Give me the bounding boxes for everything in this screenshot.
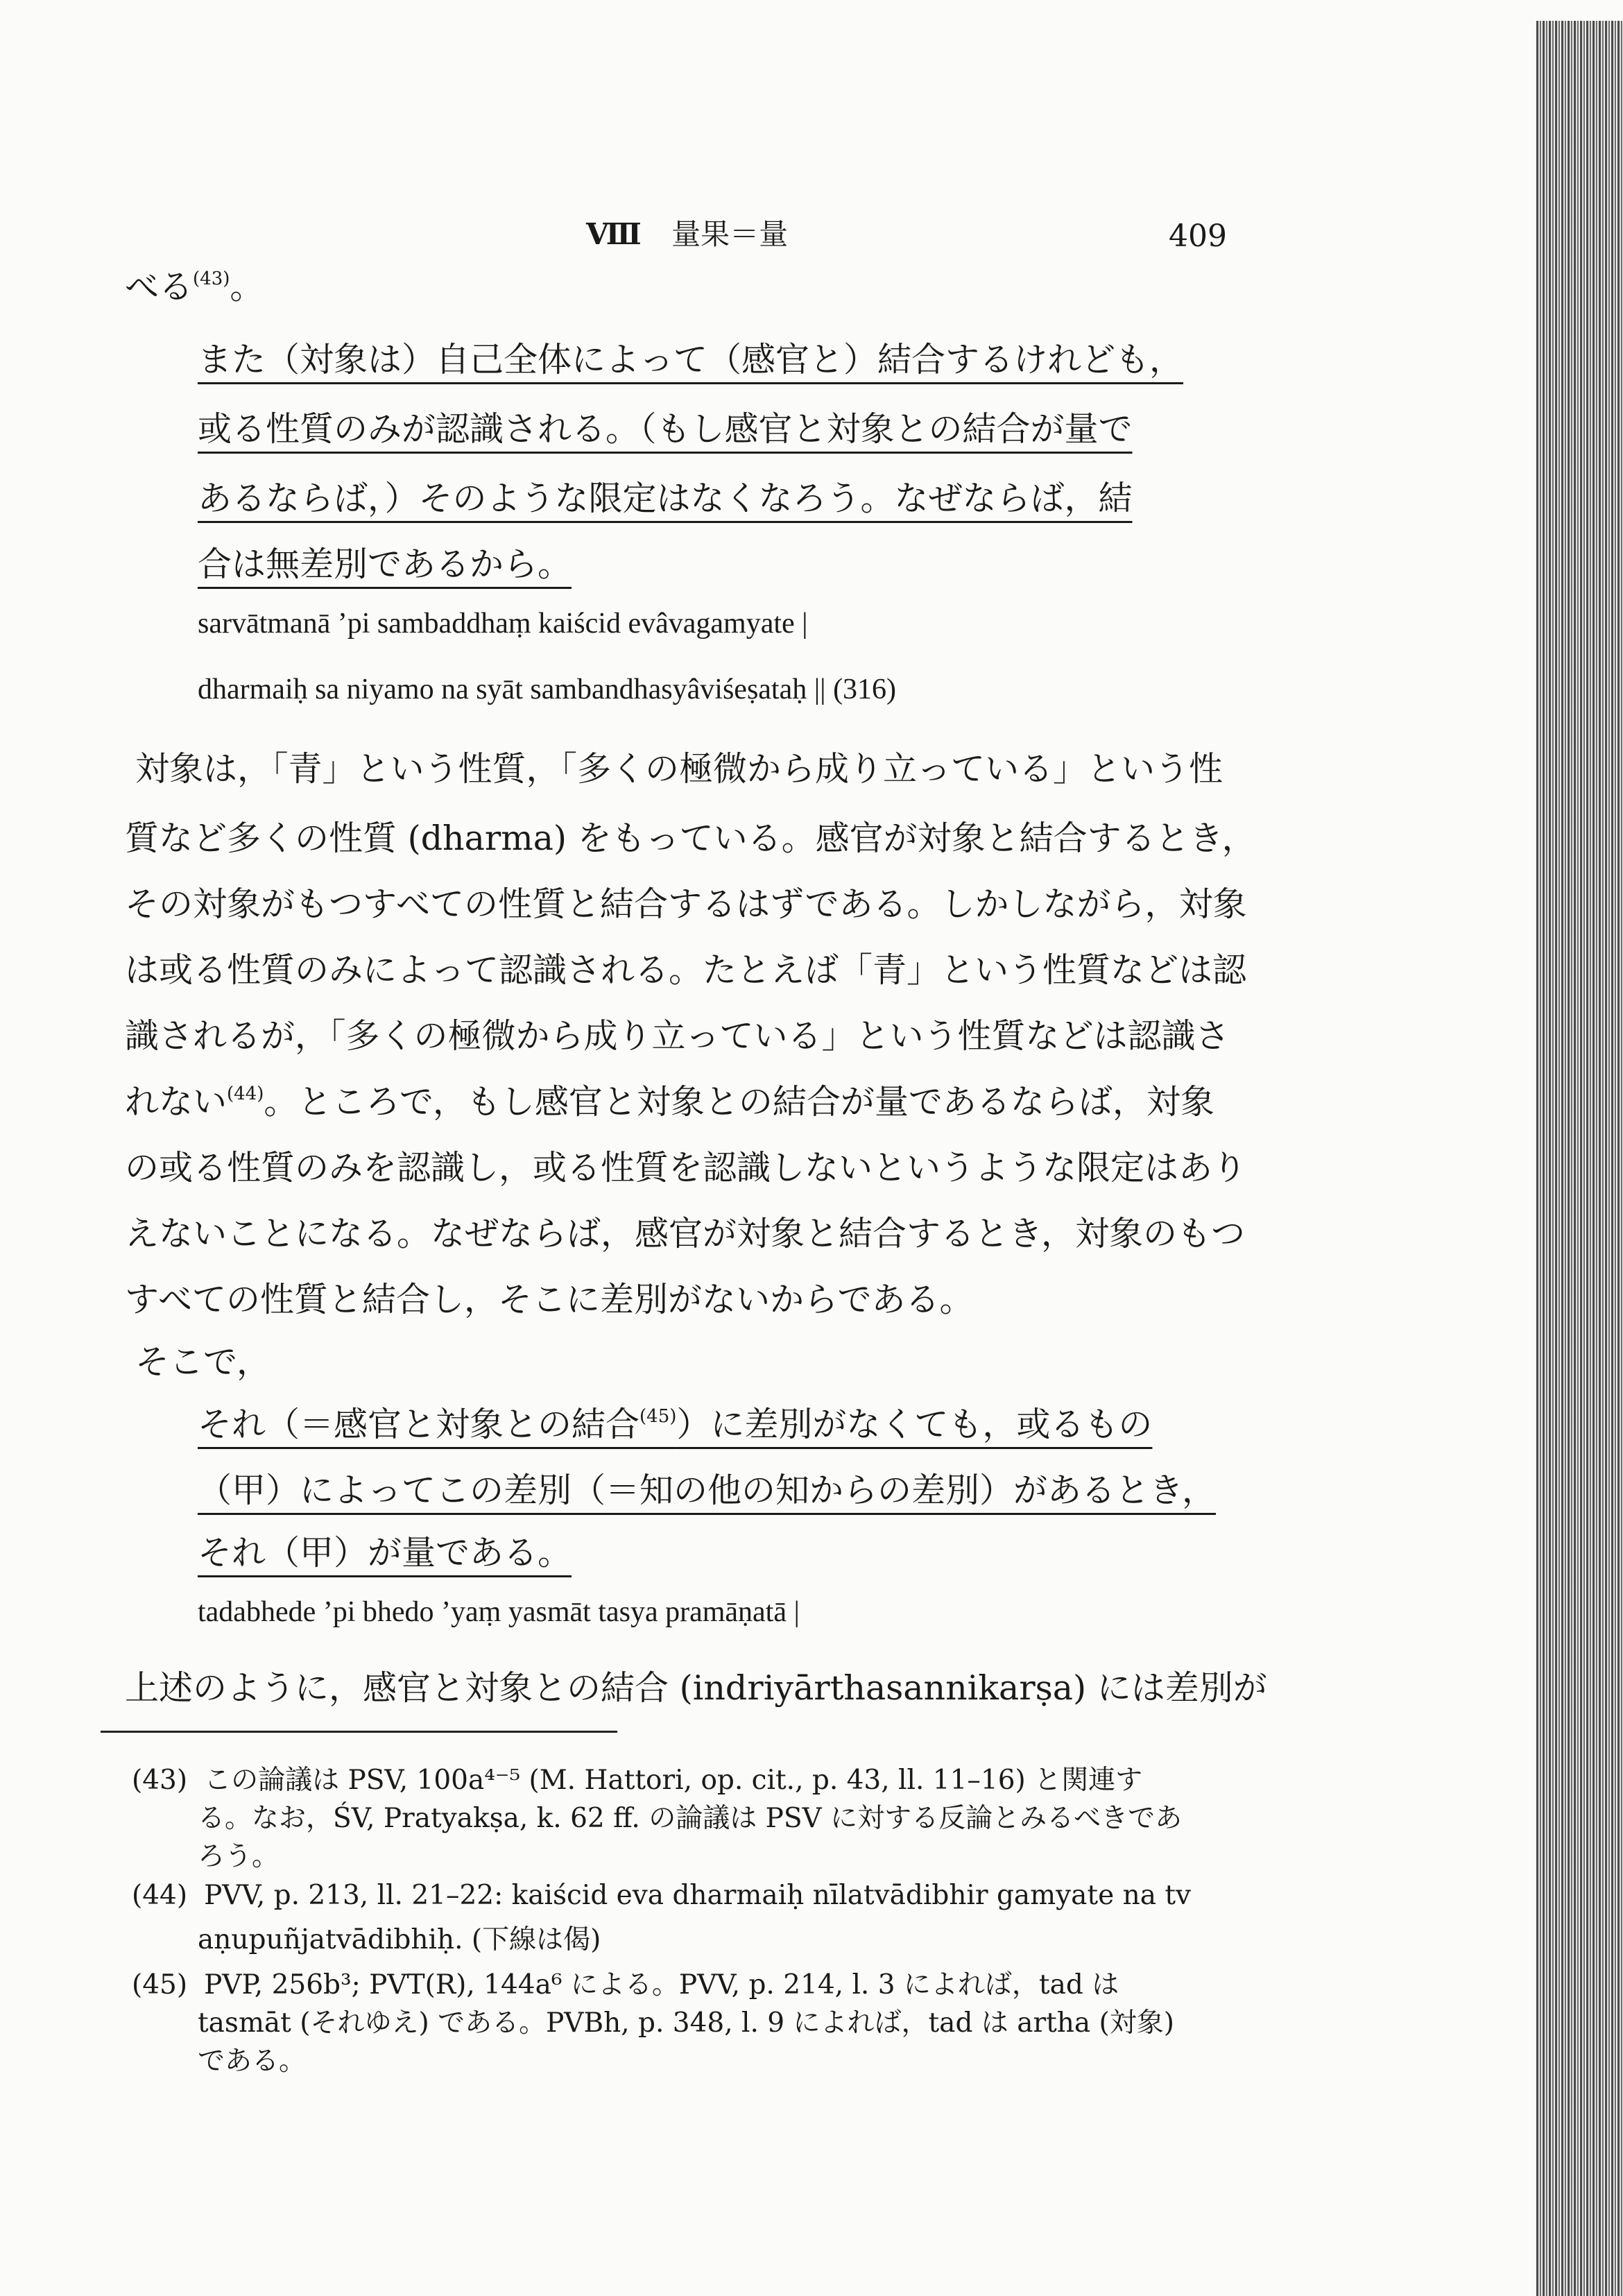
- text-line: の或る性質のみを認識し，或る性質を認識しないというような限定はあり: [125, 1148, 1247, 1188]
- footnote-ref: (43): [193, 268, 230, 289]
- book-edge: [1536, 21, 1623, 2296]
- verse-line: （甲）によってこの差別（＝知の他の知からの差別）があるとき，: [198, 1471, 1217, 1510]
- text-line: れない$^{(44)}$。ところで，もし感官と対象との結合が量であるならば，対象: [125, 1082, 1214, 1122]
- footnote-43: (43) この論議は PSV, 100a⁴⁻⁵ (M. Hattori, op. cit., p. 43, ll. 11–16) と関連す: [132, 1765, 1143, 1796]
- text-line: そこで，: [135, 1342, 271, 1382]
- verse-line: あるならば，）そのような限定はなくなろう。なぜならば，結: [198, 479, 1133, 518]
- footnote-line: aṇupuñjatvādibhiḥ. (下線は偈): [198, 1924, 601, 1955]
- verse-line: それ（＝感官と対象との結合$^{(45)}$）に差別がなくても，或るもの: [198, 1405, 1153, 1444]
- footnote-line: tasmāt (それゆえ) である。PVBh, p. 348, l. 9 によれば，tad は artha (対象): [198, 2007, 1174, 2039]
- verse-line: また（対象は）自己全体によって（感官と）結合するけれども，: [198, 340, 1184, 379]
- footnote-line: である。: [198, 2046, 307, 2077]
- text-line: 識されるが，「多くの極微から成り立っている」という性質などは認識さ: [125, 1016, 1230, 1056]
- footnote-line: ろう。: [198, 1841, 280, 1872]
- text-line: すべての性質と結合し，そこに差別がないからである。: [125, 1280, 974, 1319]
- verse-line: それ（甲）が量である。: [198, 1533, 572, 1573]
- footnote-45: (45) PVP, 256b³; PVT(R), 144a⁶ による。PVV, p. 214, l. 3 によれば，tad は: [132, 1969, 1119, 2001]
- sanskrit-line: sarvātmanā ’pi sambaddhaṃ kaiścid evâvagamyate |: [198, 608, 808, 640]
- verse-line: 或る性質のみが認識される。（もし感官と対象との結合が量で: [198, 409, 1133, 449]
- verse-line: 合は無差別であるから。: [198, 545, 572, 584]
- footnote-ref: (45): [639, 1406, 677, 1427]
- text-line: その対象がもつすべての性質と結合するはずである。しかしながら，対象: [125, 884, 1247, 924]
- text-line: 質など多くの性質 (dharma) をもっている。感官が対象と結合するとき，: [125, 819, 1256, 858]
- footnote-rule: [101, 1731, 617, 1733]
- running-header: [586, 212, 788, 253]
- chapter-title: 量果＝量: [671, 217, 789, 251]
- chapter-number: Ⅷ: [586, 217, 642, 251]
- sanskrit-line: dharmaiḥ sa niyamo na syāt sambandhasyâviśeṣataḥ || (316): [198, 674, 897, 705]
- footnote-line: る。なお，ŚV, Pratyakṣa, k. 62 ff. の論議は PSV に対する反論とみるべきであ: [198, 1803, 1183, 1834]
- text-line: べる$^{(43)}$。: [125, 267, 264, 307]
- text-line: 上述のように，感官と対象との結合 (indriyārthasannikarṣa) には差別が: [125, 1668, 1267, 1708]
- sanskrit-line: tadabhede ’pi bhedo ’yaṃ yasmāt tasya pramāṇatā |: [198, 1596, 800, 1628]
- text-line: は或る性質のみによって認識される。たとえば「青」という性質などは認: [125, 950, 1247, 990]
- page-number: 409: [1169, 219, 1227, 254]
- footnote-44: (44) PVV, p. 213, ll. 21–22: kaiścid eva dharmaiḥ nīlatvādibhir gamyate na tv: [132, 1880, 1192, 1911]
- footnote-ref: (44): [227, 1083, 264, 1104]
- text-line: 対象は，「青」という性質，「多くの極微から成り立っている」という性: [135, 749, 1223, 789]
- text-line: えないことになる。なぜならば，感官が対象と結合するとき，対象のもつ: [125, 1214, 1246, 1253]
